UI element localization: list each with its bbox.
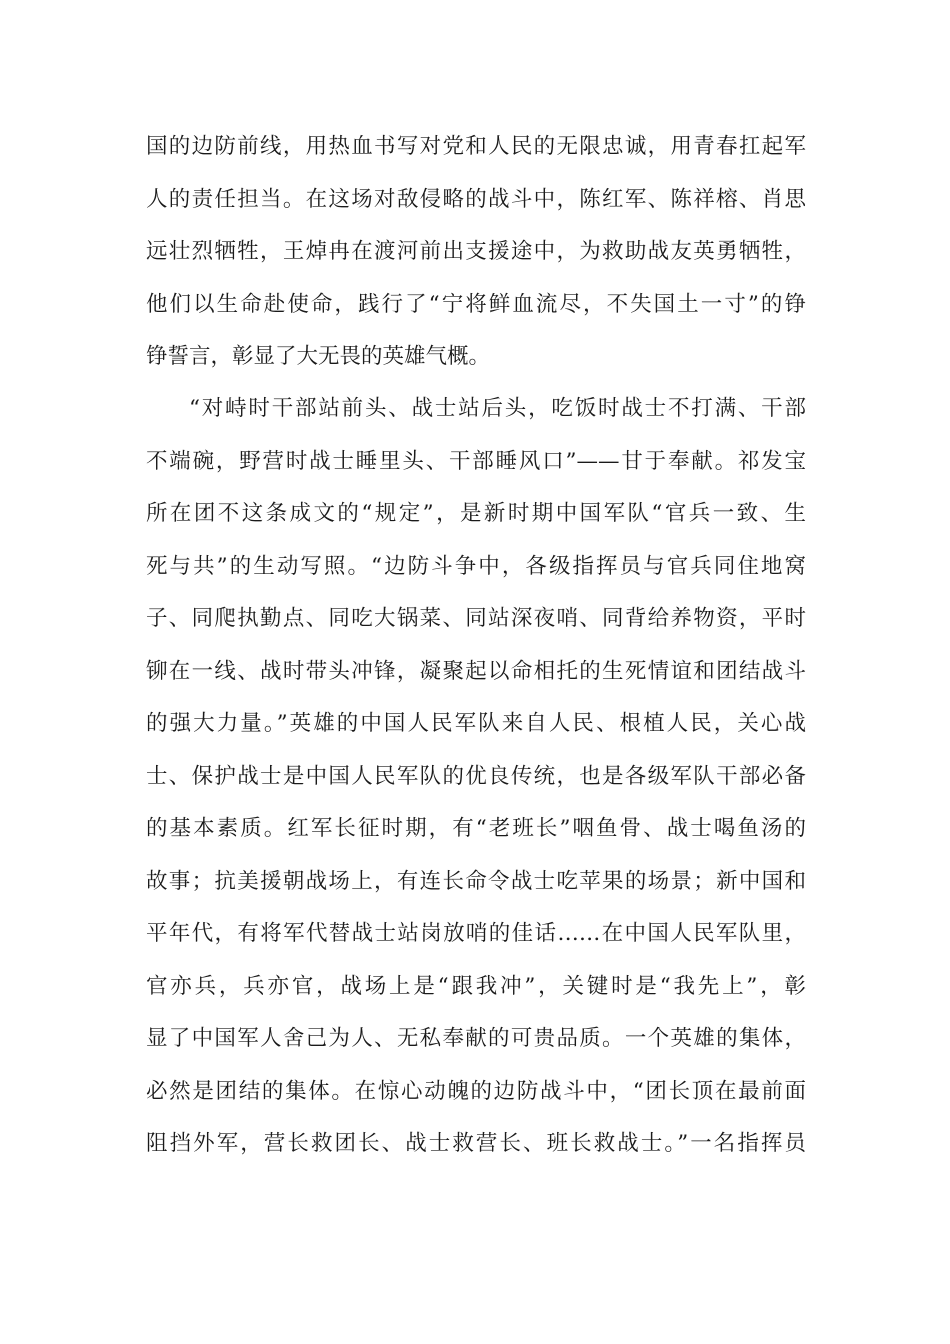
paragraph-line: 官亦兵，兵亦官，战场上是“跟我冲”，关键时是“我先上”，彰	[146, 973, 806, 999]
paragraph-line: 国的边防前线，用热血书写对党和人民的无限忠诚，用青春扛起军	[146, 134, 806, 159]
paragraph-line: 的强大力量。”英雄的中国人民军队来自人民、根植人民，关心战	[146, 711, 806, 736]
paragraph-line: 铆在一线、战时带头冲锋，凝聚起以命相托的生死情谊和团结战斗	[146, 658, 806, 684]
paragraph-line: 所在团不这条成文的“规定”，是新时期中国军队“官兵一致、生	[146, 501, 806, 526]
paragraph-2	[146, 383, 806, 1171]
paragraph-line: 必然是团结的集体。在惊心动魄的边防战斗中，“团长顶在最前面	[146, 1078, 806, 1104]
paragraph-line: 子、同爬执勤点、同吃大锅菜、同站深夜哨、同背给养物资，平时	[146, 606, 806, 631]
paragraph-line: 士、保护战士是中国人民军队的优良传统，也是各级军队干部必备	[146, 763, 806, 789]
paragraph-line: 死与共”的生动写照。“边防斗争中，各级指挥员与官兵同住地窝	[146, 553, 806, 579]
paragraph-line: 远壮烈牺牲，王焯冉在渡河前出支援途中，为救助战友英勇牺牲，	[146, 239, 806, 264]
paragraph-line: 故事；抗美援朝战场上，有连长命令战士吃苹果的场景；新中国和	[146, 868, 806, 894]
paragraph-1	[146, 121, 806, 384]
paragraph-line: 的基本素质。红军长征时期，有“老班长”咽鱼骨、战士喝鱼汤的	[146, 816, 806, 841]
paragraph-line: 平年代，有将军代替战士站岗放哨的佳话……在中国人民军队里，	[146, 921, 806, 946]
paragraph-line: 铮誓言，彰显了大无畏的英雄气概。	[146, 344, 491, 369]
paragraph-line: 他们以生命赴使命，践行了“宁将鲜血流尽，不失国土一寸”的铮	[146, 291, 806, 317]
paragraph-line: 人的责任担当。在这场对敌侵略的战斗中，陈红军、陈祥榕、肖思	[146, 186, 806, 212]
paragraph-line: 不端碗，野营时战士睡里头、干部睡风口”——甘于奉献。祁发宝	[146, 448, 806, 474]
paragraph-line: 显了中国军人舍己为人、无私奉献的可贵品质。一个英雄的集体，	[146, 1026, 806, 1051]
paragraph-line: 阻挡外军，营长救团长、战士救营长、班长救战士。”一名指挥员	[146, 1131, 806, 1156]
paragraph-line: “对峙时干部站前头、战士站后头，吃饭时战士不打满、干部	[189, 396, 806, 421]
